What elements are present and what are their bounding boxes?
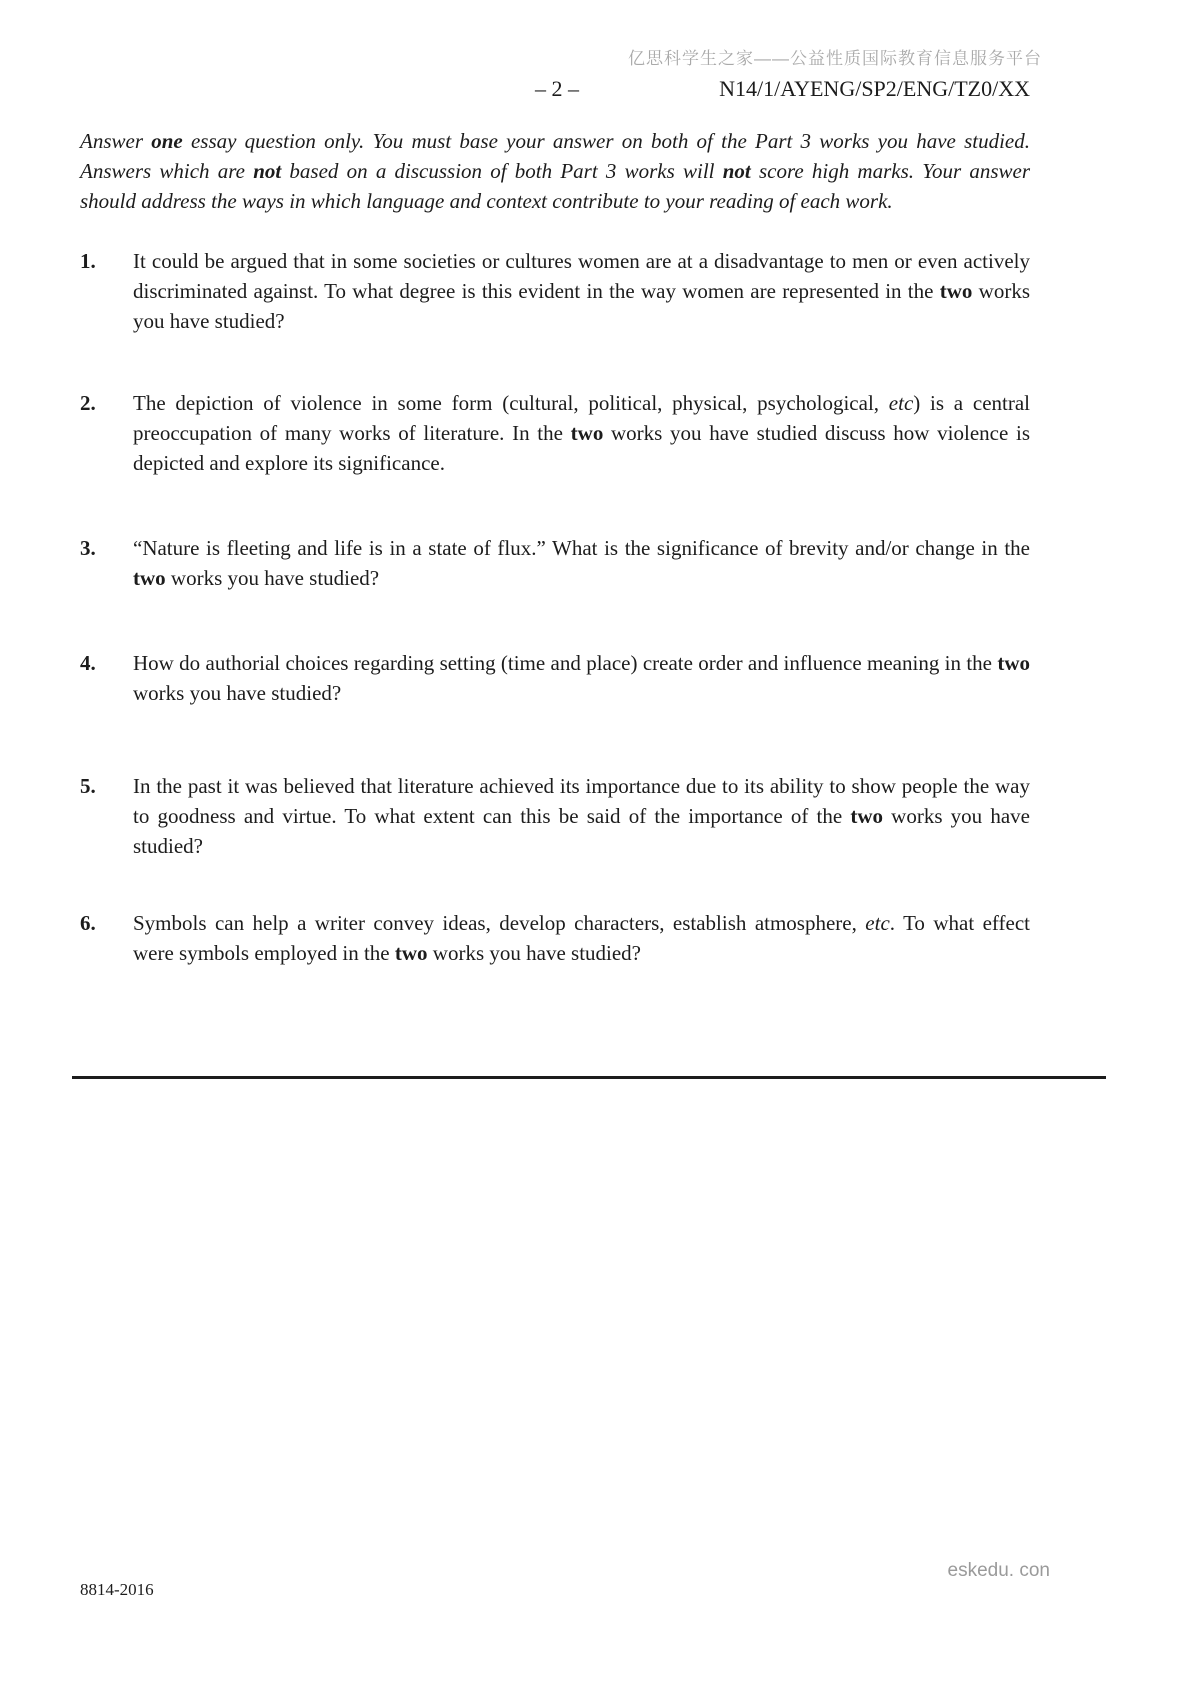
question-text: The depiction of violence in some form (cultural, political, physical, psychological, etc) is a central preoccupation of many works of literature. In the two works you have studied discuss how violence is depicted and explore its significance. bbox=[133, 391, 1030, 475]
question-item-5 bbox=[80, 771, 1030, 861]
question-text: It could be argued that in some societies or cultures women are at a disadvantage to men or even actively discriminated against. To what degree is this evident in the way women are represented in the two works you have studied? bbox=[133, 249, 1030, 333]
question-number: 6. bbox=[80, 911, 96, 935]
question-text: “Nature is fleeting and life is in a state of flux.” What is the significance of brevity and/or change in the two works you have studied? bbox=[133, 536, 1030, 590]
question-item-4 bbox=[80, 648, 1030, 708]
question-number: 4. bbox=[80, 651, 96, 675]
divider-line bbox=[72, 1076, 1106, 1079]
paper-code: N14/1/AYENG/SP2/ENG/TZ0/XX bbox=[719, 76, 1030, 101]
question-item-3 bbox=[80, 533, 1030, 593]
page-number: – 2 – bbox=[535, 76, 579, 101]
question-number: 1. bbox=[80, 249, 96, 273]
question-text: How do authorial choices regarding setting (time and place) create order and influence meaning in the two works you have studied? bbox=[133, 651, 1030, 705]
question-text: Symbols can help a writer convey ideas, develop characters, establish atmosphere, etc. To what effect were symbols employed in the two works you have studied? bbox=[133, 911, 1030, 965]
footer-doc-number: 8814-2016 bbox=[80, 1580, 154, 1599]
question-text: In the past it was believed that literature achieved its importance due to its ability to show people the way to goodness and virtue. To what extent can this be said of the importance of the two works you have studied? bbox=[133, 774, 1030, 858]
watermark-text: 亿思科学生之家——公益性质国际教育信息服务平台 bbox=[628, 49, 1042, 68]
instructions-text: Answer one essay question only. You must base your answer on both of the Part 3 works you have studied. Answers which are not based on a discussion of both Part 3 works will not score high marks. Your answer should address the ways in which language and context contribute to your reading of each work. bbox=[80, 129, 1031, 213]
question-item-2 bbox=[80, 388, 1030, 478]
question-number: 3. bbox=[80, 536, 96, 560]
question-item-6 bbox=[80, 908, 1030, 968]
question-item-1 bbox=[80, 246, 1030, 336]
footer-brand: eskedu. con bbox=[947, 1560, 1050, 1581]
question-number: 5. bbox=[80, 774, 96, 798]
question-number: 2. bbox=[80, 391, 96, 415]
